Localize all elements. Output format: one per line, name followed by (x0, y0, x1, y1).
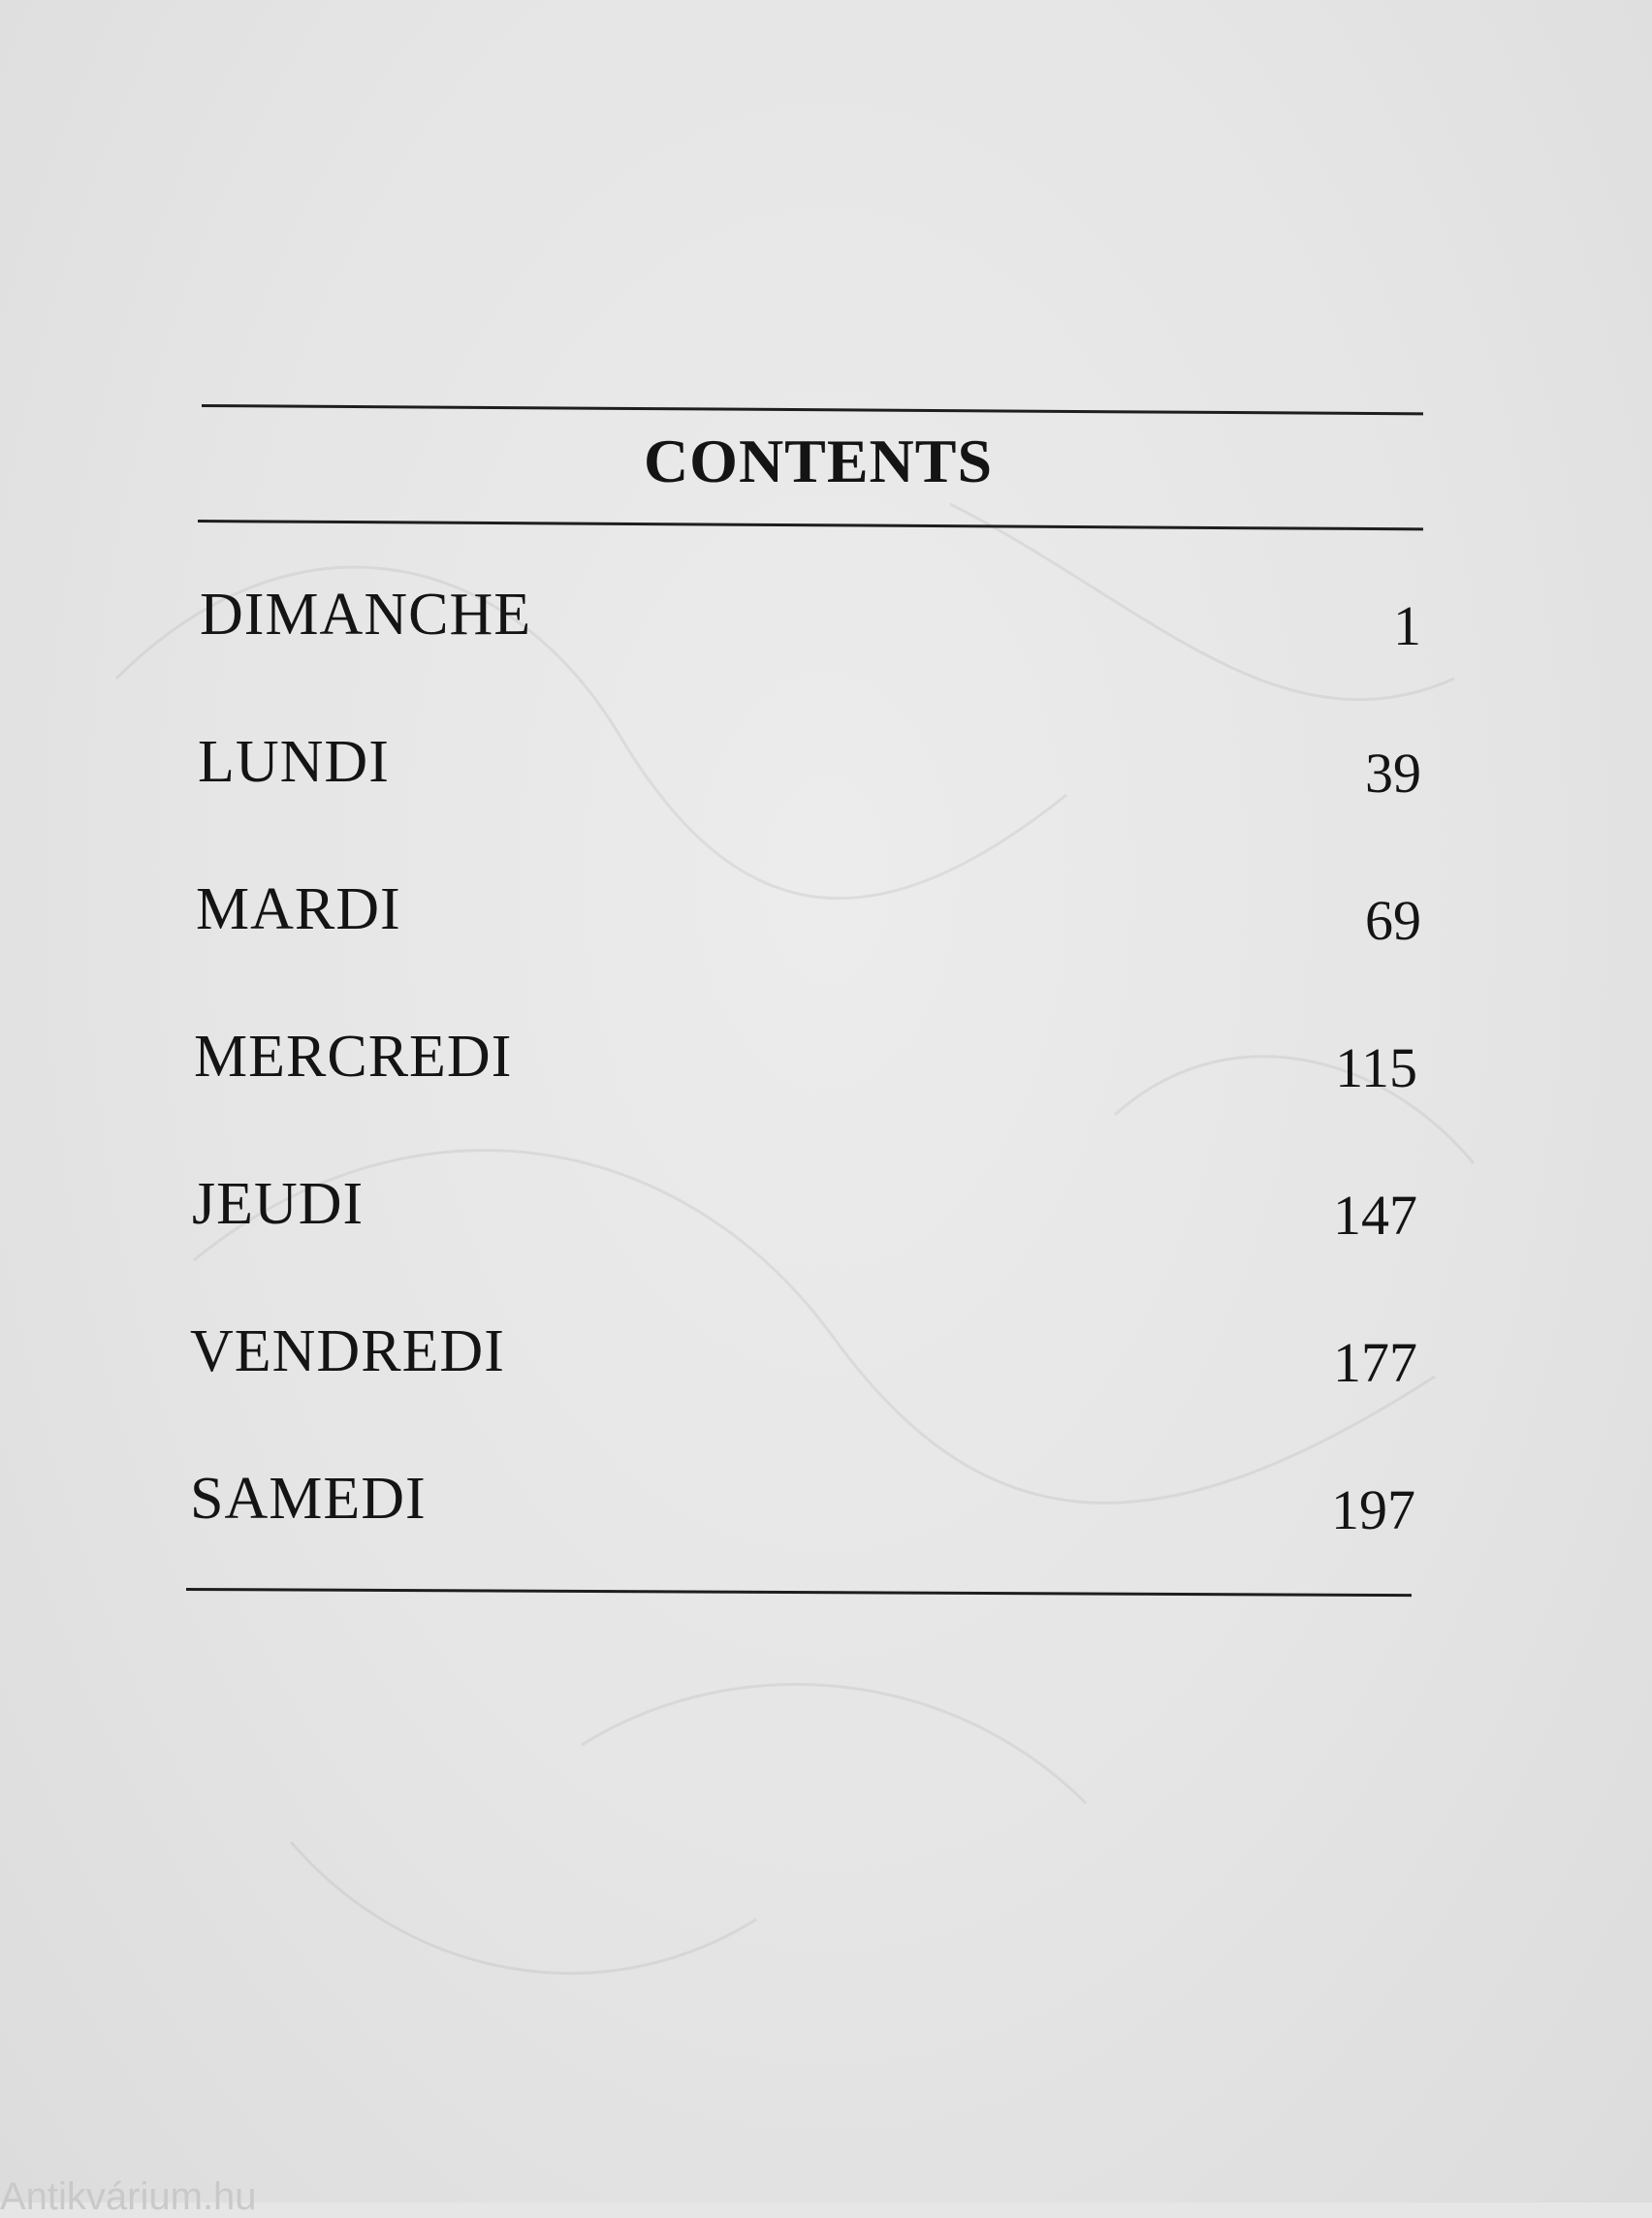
toc-entry (194, 1022, 1417, 1099)
toc-entry-page: 147 (1333, 1184, 1417, 1247)
toc-entry-label: MERCREDI (194, 1024, 513, 1090)
toc-entry-label: VENDREDI (190, 1318, 505, 1384)
contents-heading: CONTENTS (643, 427, 994, 495)
toc-entry-label: SAMEDI (190, 1466, 427, 1532)
toc-entry-page: 39 (1365, 742, 1421, 805)
toc-entry-label: DIMANCHE (200, 582, 532, 648)
toc-entry (198, 727, 1421, 805)
toc-entry-page: 197 (1331, 1478, 1415, 1541)
toc-entry (196, 874, 1421, 952)
watermark-text: Antikvárium.hu (0, 2175, 257, 2218)
toc-entry-label: LUNDI (198, 729, 390, 795)
toc-entry-label: MARDI (196, 876, 401, 942)
toc-entry-page: 1 (1393, 594, 1421, 657)
toc-entry (200, 580, 1421, 657)
toc-entry (190, 1316, 1417, 1394)
toc-entry-label: JEUDI (192, 1171, 365, 1237)
toc-entry-page: 177 (1333, 1331, 1417, 1394)
toc-entry-page: 69 (1365, 889, 1421, 952)
toc-entry-page: 115 (1335, 1036, 1417, 1099)
toc-entry (192, 1169, 1417, 1247)
toc-entry (190, 1464, 1415, 1541)
